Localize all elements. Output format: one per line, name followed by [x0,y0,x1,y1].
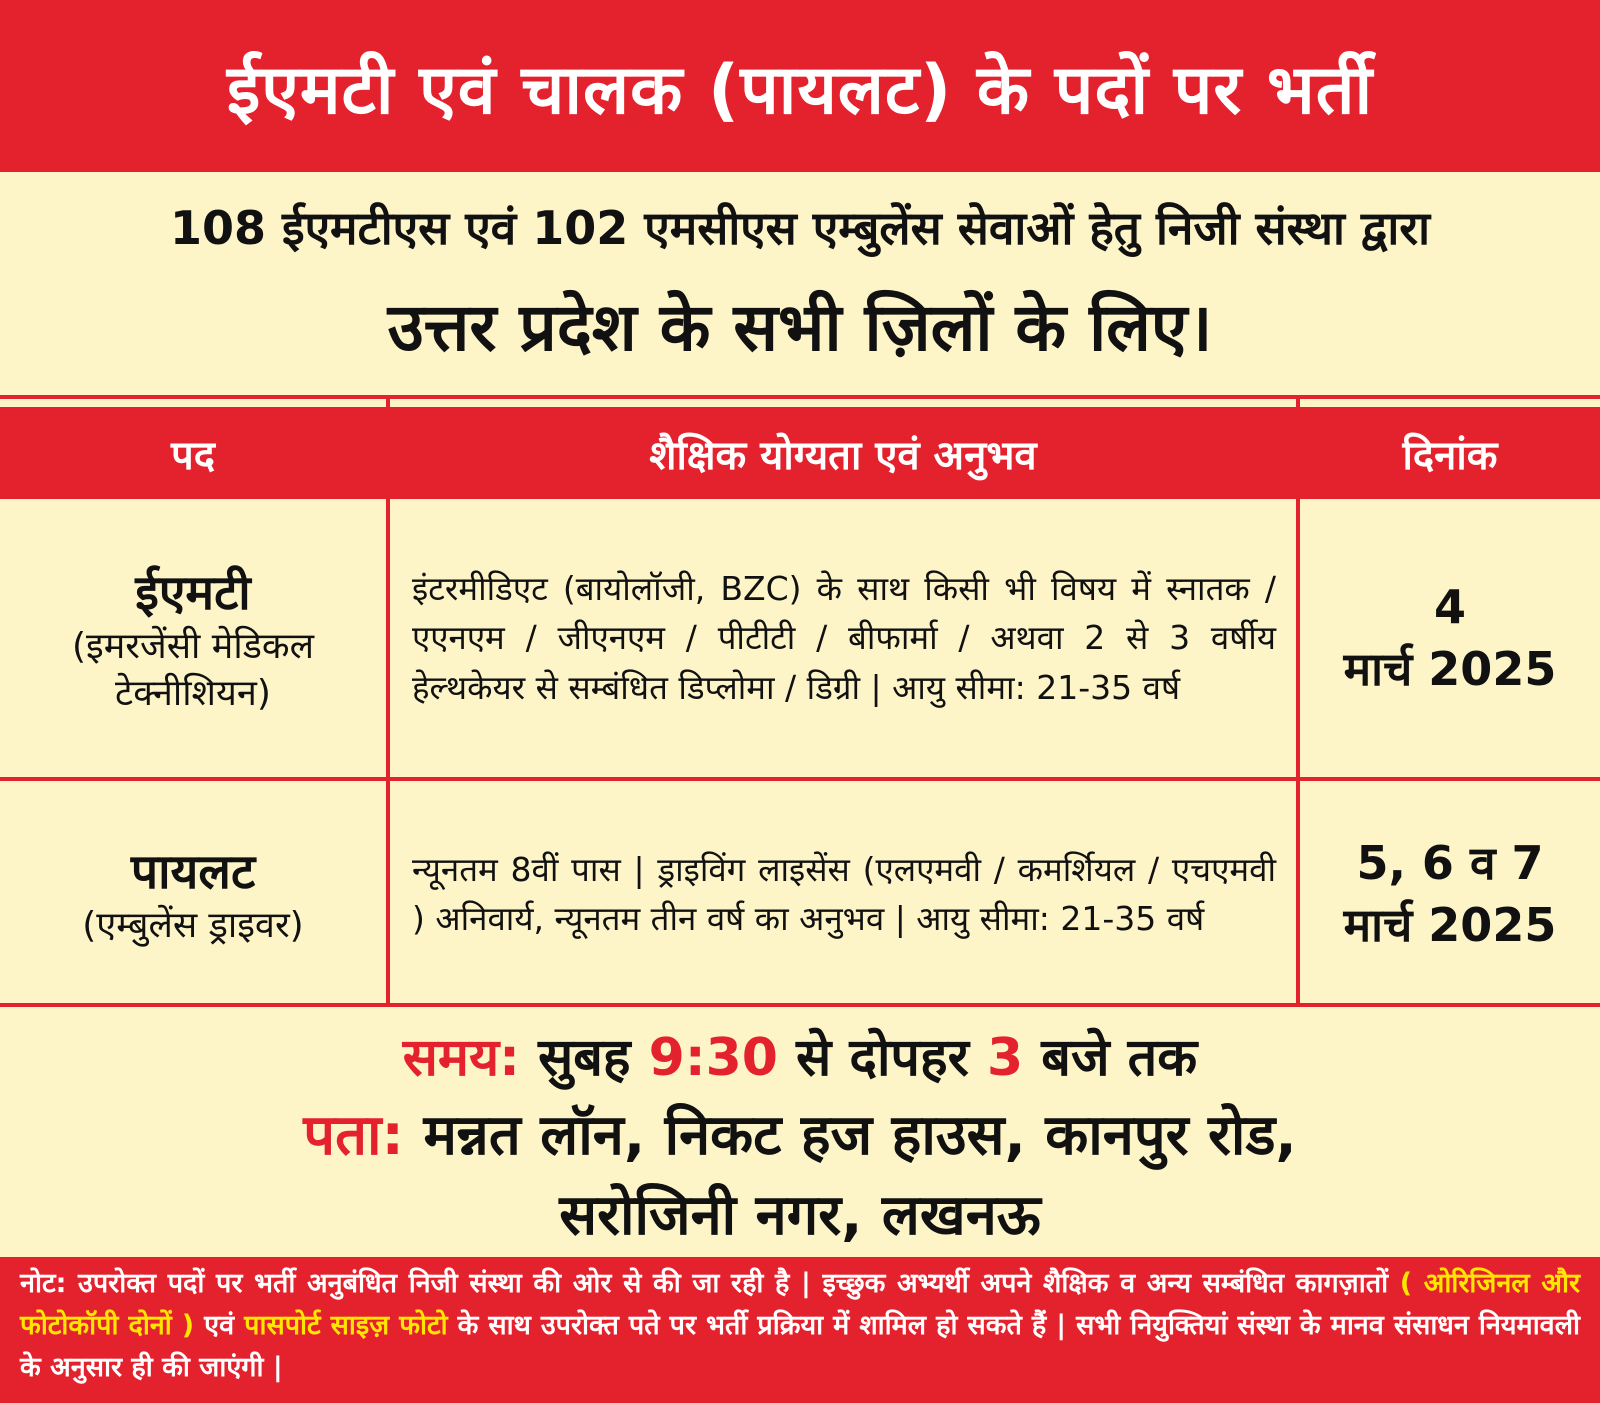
header-post: पद [0,407,386,499]
page-title: ईएमटी एवं चालक (पायलट) के पदों पर भर्ती [226,50,1374,130]
recruitment-table [0,395,1600,1007]
qualification-text: न्यूनतम 8वीं पास | ड्राइविंग लाइसेंस (एलएमवी / कमर्शियल / एचएमवी ) अनिवार्य, न्यूनतम तीन वर्ष का अनुभव | आयु सीमा: 21-35 वर्ष [412,849,1276,938]
table-row-pilot-qualification [390,781,1296,1007]
date-line-2: मार्च 2025 [1343,898,1557,952]
time-info [0,1020,1600,1091]
date-line-1: 4 [1433,579,1466,634]
time-post: बजे तक [1041,1028,1198,1088]
table-row-pilot-date [1300,781,1600,1007]
intro-line-1: 108 ईएमटीएस एवं 102 एमसीएस एम्बुलेंस सेवाओं हेतु निजी संस्था द्वारा [170,201,1430,255]
qualification-text: इंटरमीडिएट (बायोलॉजी, BZC) के साथ किसी भी विषय में स्नातक / एएनएम / जीएनएम / पीटीटी / बीफार्मा / अथवा 2 से 3 वर्षीय हेल्थकेयर से सम्बंधित डिप्लोमा / डिग्री | आयु सीमा: 21-35 वर्ष [412,568,1276,707]
table-row-pilot-post [0,781,386,1007]
table-row-emt-post [0,499,386,777]
time-start: 9:30 [648,1028,778,1088]
table-row-emt-qualification [390,499,1296,777]
footer-part-3: के साथ उपरोक्त पते पर भर्ती प्रक्रिया में शामिल हो सकते हैं | सभी नियुक्तियां संस्था के मानव संसाधन नियमावली के अनुसार ही की जाएंगी | [20,1309,1580,1383]
intro-line-2: उत्तर प्रदेश के सभी ज़िलों के लिए। [387,289,1213,366]
table-row-emt-date [1300,499,1600,777]
footer-part-2: एवं [204,1309,235,1341]
post-title: पायलट [130,844,256,901]
post-subtitle: (इमरजेंसी मेडिकल टेक्नीशियन) [72,625,314,714]
date-line-1: 5, 6 व 7 [1356,835,1544,890]
address-line-2: सरोजिनी नगर, लखनऊ [559,1183,1041,1248]
header-qualification: शैक्षिक योग्यता एवं अनुभव [390,407,1296,499]
address-line-1 [0,1095,1600,1171]
post-title: ईएमटी [135,564,251,621]
address-label: पता: [303,1103,404,1168]
post-subtitle: (एम्बुलेंस ड्राइवर) [82,905,304,947]
footer-note [0,1257,1600,1403]
time-mid: से दोपहर [796,1028,969,1088]
header-date: दिनांक [1300,407,1600,499]
footer-part-1: नोट: उपरोक्त पदों पर भर्ती अनुबंधित निजी संस्था की ओर से की जा रही है | इच्छुक अभ्यर्थी अपने शैक्षिक व अन्य सम्बंधित कागज़ातों [20,1268,1389,1299]
footer-highlight-2: पासपोर्ट साइज़ फोटो [244,1309,448,1341]
time-pre: सुबह [538,1028,631,1088]
time-label: समय: [402,1028,520,1088]
time-end: 3 [986,1028,1024,1088]
header-banner [0,0,1600,172]
date-line-2: मार्च 2025 [1343,642,1557,696]
address-text-1: मन्नत लॉन, निकट हज हाउस, कानपुर रोड, [423,1103,1297,1168]
footer-highlight-1: ( ओरिजिनल और फोटोकॉपी दोनों ) [20,1268,1581,1341]
